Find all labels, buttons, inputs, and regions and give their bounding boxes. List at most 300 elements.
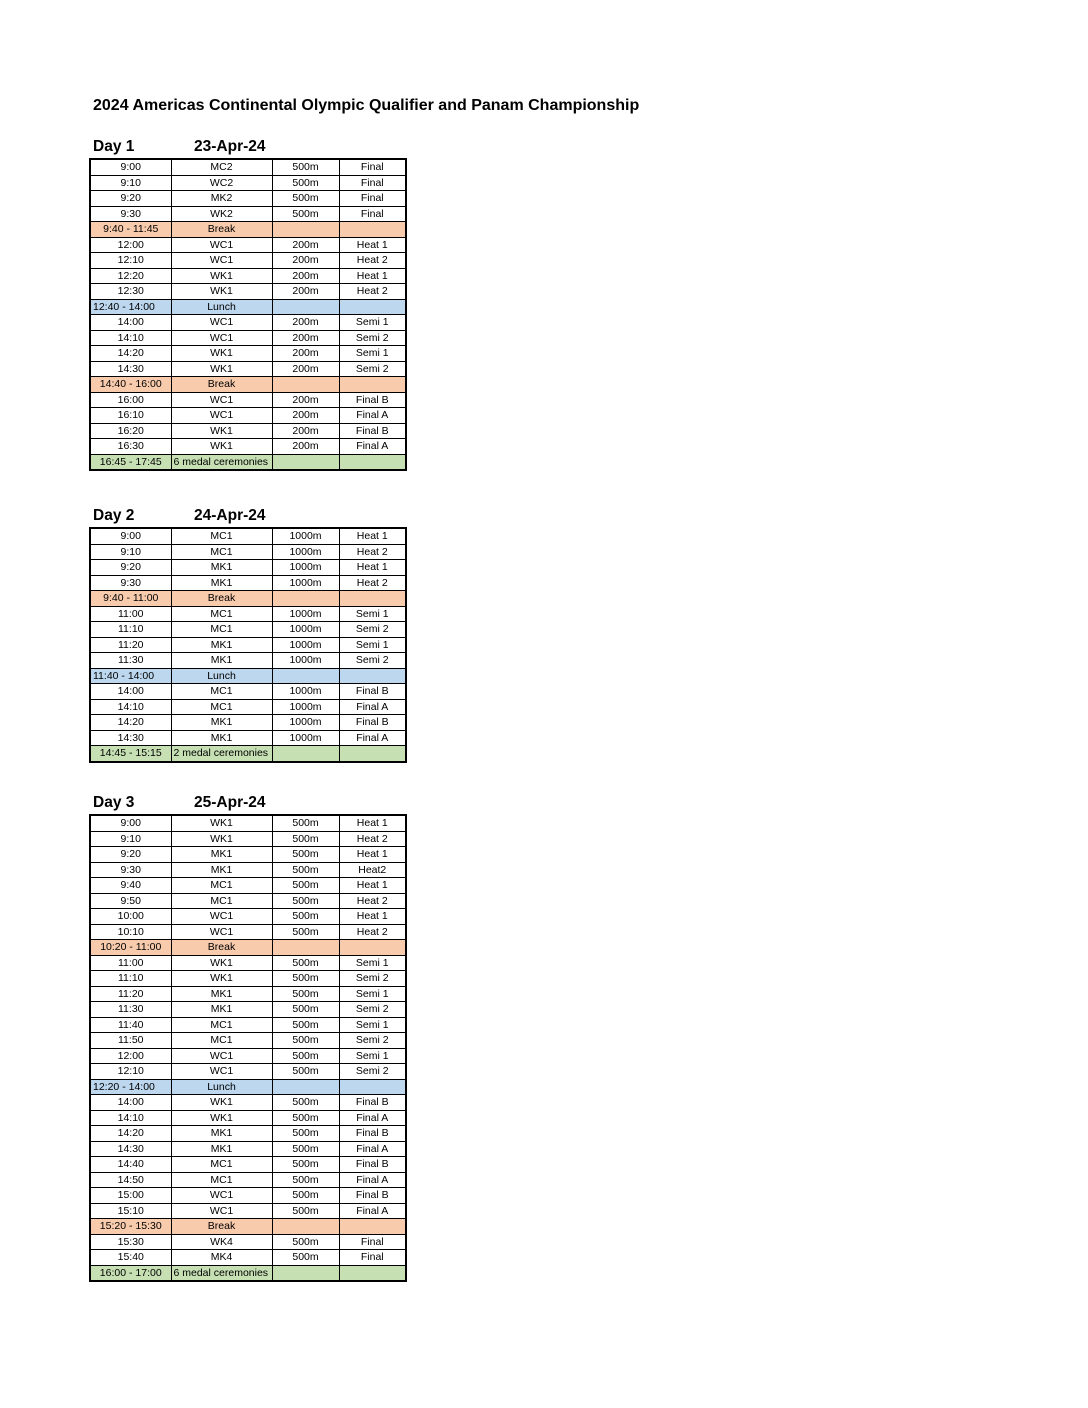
- schedule-row: [90, 1126, 406, 1142]
- distance-cell: [272, 1079, 339, 1095]
- round-cell: Heat 2: [339, 831, 406, 847]
- event-cell: WK2: [171, 206, 272, 222]
- distance-cell: 500m: [272, 1234, 339, 1250]
- round-cell: [339, 377, 406, 393]
- round-cell: Semi 2: [339, 330, 406, 346]
- round-cell: Semi 1: [339, 1017, 406, 1033]
- medal-row: [90, 1265, 406, 1281]
- round-cell: [339, 454, 406, 470]
- distance-cell: 200m: [272, 330, 339, 346]
- time-cell: 10:00: [90, 909, 171, 925]
- time-cell: 11:30: [90, 1002, 171, 1018]
- distance-cell: [272, 222, 339, 238]
- time-cell: 15:30: [90, 1234, 171, 1250]
- schedule-row: [90, 237, 406, 253]
- event-cell: WC1: [171, 253, 272, 269]
- schedule-row: [90, 971, 406, 987]
- event-cell: WK1: [171, 423, 272, 439]
- distance-cell: 1000m: [272, 653, 339, 669]
- schedule-row: [90, 206, 406, 222]
- day-1-schedule-table: [89, 158, 407, 471]
- distance-cell: 500m: [272, 971, 339, 987]
- break-row: [90, 940, 406, 956]
- event-cell: MC1: [171, 1172, 272, 1188]
- event-cell: MK1: [171, 1002, 272, 1018]
- event-cell: WK1: [171, 955, 272, 971]
- schedule-row: [90, 1141, 406, 1157]
- time-cell: 14:00: [90, 684, 171, 700]
- time-cell: 14:45 - 15:15: [90, 746, 171, 762]
- distance-cell: 500m: [272, 191, 339, 207]
- time-cell: 16:30: [90, 439, 171, 455]
- schedule-row: [90, 986, 406, 1002]
- time-cell: 11:40 - 14:00: [90, 668, 171, 684]
- schedule-row: [90, 284, 406, 300]
- time-cell: 15:20 - 15:30: [90, 1219, 171, 1235]
- distance-cell: [272, 746, 339, 762]
- time-cell: 9:10: [90, 175, 171, 191]
- schedule-row: [90, 1172, 406, 1188]
- round-cell: Final A: [339, 730, 406, 746]
- distance-cell: 500m: [272, 847, 339, 863]
- time-cell: 12:10: [90, 1064, 171, 1080]
- event-cell: MC1: [171, 544, 272, 560]
- event-cell: MC1: [171, 528, 272, 544]
- distance-cell: 500m: [272, 1048, 339, 1064]
- schedule-row: [90, 893, 406, 909]
- event-cell: MC1: [171, 1157, 272, 1173]
- time-cell: 12:40 - 14:00: [90, 299, 171, 315]
- distance-cell: 1000m: [272, 544, 339, 560]
- event-cell: WK1: [171, 346, 272, 362]
- schedule-row: [90, 544, 406, 560]
- round-cell: Final A: [339, 1141, 406, 1157]
- time-cell: 12:10: [90, 253, 171, 269]
- schedule-row: [90, 439, 406, 455]
- distance-cell: 500m: [272, 862, 339, 878]
- distance-cell: [272, 1265, 339, 1281]
- distance-cell: 500m: [272, 1157, 339, 1173]
- event-cell: MK1: [171, 847, 272, 863]
- distance-cell: 500m: [272, 1172, 339, 1188]
- time-cell: 9:20: [90, 847, 171, 863]
- event-cell: Break: [171, 222, 272, 238]
- distance-cell: 200m: [272, 237, 339, 253]
- round-cell: [339, 1219, 406, 1235]
- event-cell: MC2: [171, 159, 272, 175]
- event-cell: MK1: [171, 1141, 272, 1157]
- time-cell: 14:20: [90, 346, 171, 362]
- round-cell: Semi 2: [339, 1064, 406, 1080]
- time-cell: 9:10: [90, 544, 171, 560]
- time-cell: 9:40 - 11:45: [90, 222, 171, 238]
- distance-cell: 200m: [272, 392, 339, 408]
- event-cell: Lunch: [171, 668, 272, 684]
- distance-cell: 200m: [272, 315, 339, 331]
- time-cell: 9:00: [90, 815, 171, 831]
- schedule-row: [90, 528, 406, 544]
- round-cell: Final B: [339, 1188, 406, 1204]
- schedule-row: [90, 159, 406, 175]
- time-cell: 9:30: [90, 575, 171, 591]
- distance-cell: 200m: [272, 284, 339, 300]
- distance-cell: 1000m: [272, 575, 339, 591]
- round-cell: Heat2: [339, 862, 406, 878]
- schedule-row: [90, 924, 406, 940]
- lunch-row: [90, 668, 406, 684]
- time-cell: 9:10: [90, 831, 171, 847]
- round-cell: Final A: [339, 1110, 406, 1126]
- distance-cell: 500m: [272, 1203, 339, 1219]
- page-title: 2024 Americas Continental Olympic Qualifier and Panam Championship: [93, 97, 640, 114]
- event-cell: 6 medal ceremonies: [171, 1265, 272, 1281]
- round-cell: Semi 1: [339, 986, 406, 1002]
- schedule-row: [90, 346, 406, 362]
- time-cell: 16:10: [90, 408, 171, 424]
- round-cell: Final B: [339, 392, 406, 408]
- event-cell: WK1: [171, 284, 272, 300]
- time-cell: 9:00: [90, 528, 171, 544]
- event-cell: 6 medal ceremonies: [171, 454, 272, 470]
- event-cell: MC1: [171, 893, 272, 909]
- time-cell: 9:30: [90, 206, 171, 222]
- time-cell: 12:20: [90, 268, 171, 284]
- event-cell: WK1: [171, 815, 272, 831]
- day-label: Day 3: [93, 794, 135, 811]
- time-cell: 12:00: [90, 1048, 171, 1064]
- schedule-row: [90, 1250, 406, 1266]
- time-cell: 11:30: [90, 653, 171, 669]
- round-cell: Semi 2: [339, 1002, 406, 1018]
- distance-cell: [272, 454, 339, 470]
- event-cell: WC1: [171, 408, 272, 424]
- time-cell: 14:30: [90, 1141, 171, 1157]
- schedule-row: [90, 1095, 406, 1111]
- event-cell: 2 medal ceremonies: [171, 746, 272, 762]
- time-cell: 9:20: [90, 560, 171, 576]
- time-cell: 12:00: [90, 237, 171, 253]
- distance-cell: 200m: [272, 439, 339, 455]
- distance-cell: 1000m: [272, 528, 339, 544]
- round-cell: Final A: [339, 1203, 406, 1219]
- lunch-row: [90, 1079, 406, 1095]
- event-cell: WK1: [171, 439, 272, 455]
- schedule-row: [90, 1234, 406, 1250]
- round-cell: [339, 222, 406, 238]
- distance-cell: 1000m: [272, 684, 339, 700]
- round-cell: Final A: [339, 699, 406, 715]
- distance-cell: 200m: [272, 423, 339, 439]
- distance-cell: 200m: [272, 408, 339, 424]
- event-cell: MC1: [171, 622, 272, 638]
- round-cell: Final B: [339, 715, 406, 731]
- round-cell: Semi 1: [339, 637, 406, 653]
- round-cell: [339, 940, 406, 956]
- event-cell: WK1: [171, 1095, 272, 1111]
- distance-cell: 500m: [272, 1188, 339, 1204]
- schedule-row: [90, 392, 406, 408]
- event-cell: WK1: [171, 268, 272, 284]
- time-cell: 9:50: [90, 893, 171, 909]
- round-cell: Final A: [339, 439, 406, 455]
- distance-cell: 500m: [272, 1250, 339, 1266]
- time-cell: 14:10: [90, 330, 171, 346]
- time-cell: 15:00: [90, 1188, 171, 1204]
- schedule-row: [90, 909, 406, 925]
- schedule-row: [90, 1017, 406, 1033]
- event-cell: MK1: [171, 560, 272, 576]
- event-cell: MK1: [171, 1126, 272, 1142]
- schedule-row: [90, 831, 406, 847]
- time-cell: 11:10: [90, 622, 171, 638]
- round-cell: Semi 2: [339, 971, 406, 987]
- distance-cell: 200m: [272, 253, 339, 269]
- round-cell: Heat 1: [339, 528, 406, 544]
- schedule-row: [90, 699, 406, 715]
- event-cell: MK1: [171, 637, 272, 653]
- schedule-row: [90, 1064, 406, 1080]
- event-cell: WC1: [171, 909, 272, 925]
- distance-cell: 1000m: [272, 637, 339, 653]
- distance-cell: [272, 668, 339, 684]
- schedule-row: [90, 606, 406, 622]
- round-cell: Heat 2: [339, 924, 406, 940]
- day-label: Day 2: [93, 507, 135, 524]
- event-cell: WC1: [171, 1188, 272, 1204]
- distance-cell: 500m: [272, 831, 339, 847]
- distance-cell: 500m: [272, 1110, 339, 1126]
- event-cell: MK1: [171, 715, 272, 731]
- schedule-row: [90, 575, 406, 591]
- break-row: [90, 222, 406, 238]
- time-cell: 12:20 - 14:00: [90, 1079, 171, 1095]
- event-cell: Lunch: [171, 1079, 272, 1095]
- event-cell: MK2: [171, 191, 272, 207]
- round-cell: Final: [339, 175, 406, 191]
- schedule-row: [90, 1048, 406, 1064]
- distance-cell: 500m: [272, 159, 339, 175]
- event-cell: WK1: [171, 361, 272, 377]
- round-cell: Final A: [339, 408, 406, 424]
- event-cell: WC1: [171, 315, 272, 331]
- time-cell: 10:10: [90, 924, 171, 940]
- distance-cell: 1000m: [272, 715, 339, 731]
- round-cell: Final: [339, 1234, 406, 1250]
- schedule-row: [90, 268, 406, 284]
- event-cell: WC1: [171, 1048, 272, 1064]
- time-cell: 15:40: [90, 1250, 171, 1266]
- round-cell: Semi 1: [339, 346, 406, 362]
- event-cell: MK1: [171, 862, 272, 878]
- round-cell: Heat 1: [339, 560, 406, 576]
- event-cell: WC1: [171, 392, 272, 408]
- distance-cell: 1000m: [272, 606, 339, 622]
- event-cell: WC1: [171, 924, 272, 940]
- time-cell: 11:20: [90, 637, 171, 653]
- event-cell: MC1: [171, 606, 272, 622]
- schedule-row: [90, 191, 406, 207]
- round-cell: [339, 668, 406, 684]
- day-2-schedule-table: [89, 527, 407, 763]
- round-cell: Heat 1: [339, 237, 406, 253]
- distance-cell: [272, 940, 339, 956]
- round-cell: Semi 2: [339, 653, 406, 669]
- round-cell: Final B: [339, 423, 406, 439]
- event-cell: MK1: [171, 986, 272, 1002]
- distance-cell: 500m: [272, 1064, 339, 1080]
- event-cell: WC1: [171, 1203, 272, 1219]
- distance-cell: 500m: [272, 1002, 339, 1018]
- schedule-row: [90, 423, 406, 439]
- schedule-row: [90, 330, 406, 346]
- schedule-row: [90, 684, 406, 700]
- schedule-row: [90, 1188, 406, 1204]
- round-cell: Semi 2: [339, 622, 406, 638]
- time-cell: 14:10: [90, 1110, 171, 1126]
- event-cell: MK1: [171, 653, 272, 669]
- schedule-row: [90, 253, 406, 269]
- round-cell: Final: [339, 1250, 406, 1266]
- event-cell: Break: [171, 1219, 272, 1235]
- round-cell: Heat 2: [339, 544, 406, 560]
- time-cell: 16:00: [90, 392, 171, 408]
- schedule-row: [90, 175, 406, 191]
- time-cell: 15:10: [90, 1203, 171, 1219]
- distance-cell: [272, 377, 339, 393]
- schedule-row: [90, 847, 406, 863]
- event-cell: MC1: [171, 699, 272, 715]
- event-cell: WC2: [171, 175, 272, 191]
- schedule-row: [90, 1203, 406, 1219]
- distance-cell: 500m: [272, 1126, 339, 1142]
- medal-row: [90, 746, 406, 762]
- day-label: Day 1: [93, 138, 135, 155]
- distance-cell: 500m: [272, 924, 339, 940]
- time-cell: 11:50: [90, 1033, 171, 1049]
- break-row: [90, 377, 406, 393]
- round-cell: Final B: [339, 1126, 406, 1142]
- time-cell: 16:20: [90, 423, 171, 439]
- round-cell: Heat 1: [339, 878, 406, 894]
- event-cell: MK4: [171, 1250, 272, 1266]
- medal-row: [90, 454, 406, 470]
- time-cell: 10:20 - 11:00: [90, 940, 171, 956]
- round-cell: Final B: [339, 1157, 406, 1173]
- round-cell: Heat 1: [339, 815, 406, 831]
- schedule-row: [90, 730, 406, 746]
- distance-cell: 1000m: [272, 730, 339, 746]
- schedule-row: [90, 361, 406, 377]
- time-cell: 11:00: [90, 955, 171, 971]
- round-cell: [339, 746, 406, 762]
- round-cell: Heat 1: [339, 268, 406, 284]
- schedule-row: [90, 622, 406, 638]
- schedule-row: [90, 1002, 406, 1018]
- schedule-row: [90, 715, 406, 731]
- round-cell: Semi 1: [339, 955, 406, 971]
- schedule-row: [90, 1110, 406, 1126]
- distance-cell: 500m: [272, 175, 339, 191]
- round-cell: Heat 2: [339, 284, 406, 300]
- time-cell: 9:40 - 11:00: [90, 591, 171, 607]
- time-cell: 14:00: [90, 315, 171, 331]
- break-row: [90, 1219, 406, 1235]
- event-cell: MC1: [171, 684, 272, 700]
- time-cell: 12:30: [90, 284, 171, 300]
- time-cell: 14:40 - 16:00: [90, 377, 171, 393]
- distance-cell: 500m: [272, 893, 339, 909]
- event-cell: WC1: [171, 330, 272, 346]
- event-cell: WK1: [171, 831, 272, 847]
- distance-cell: 500m: [272, 1095, 339, 1111]
- distance-cell: 500m: [272, 955, 339, 971]
- time-cell: 14:30: [90, 361, 171, 377]
- event-cell: WC1: [171, 1064, 272, 1080]
- distance-cell: 200m: [272, 346, 339, 362]
- schedule-row: [90, 815, 406, 831]
- event-cell: Break: [171, 377, 272, 393]
- schedule-row: [90, 878, 406, 894]
- round-cell: Final B: [339, 684, 406, 700]
- time-cell: 16:00 - 17:00: [90, 1265, 171, 1281]
- round-cell: Semi 2: [339, 1033, 406, 1049]
- time-cell: 9:00: [90, 159, 171, 175]
- time-cell: 14:10: [90, 699, 171, 715]
- round-cell: Semi 2: [339, 361, 406, 377]
- time-cell: 11:40: [90, 1017, 171, 1033]
- round-cell: Heat 1: [339, 847, 406, 863]
- distance-cell: [272, 299, 339, 315]
- round-cell: Heat 2: [339, 253, 406, 269]
- event-cell: WK1: [171, 1110, 272, 1126]
- distance-cell: 500m: [272, 878, 339, 894]
- schedule-row: [90, 637, 406, 653]
- lunch-row: [90, 299, 406, 315]
- break-row: [90, 591, 406, 607]
- event-cell: MC1: [171, 878, 272, 894]
- round-cell: [339, 591, 406, 607]
- round-cell: Final: [339, 191, 406, 207]
- day-date: 23-Apr-24: [194, 138, 266, 155]
- distance-cell: 200m: [272, 268, 339, 284]
- schedule-row: [90, 315, 406, 331]
- distance-cell: 500m: [272, 909, 339, 925]
- time-cell: 9:40: [90, 878, 171, 894]
- distance-cell: 500m: [272, 1141, 339, 1157]
- round-cell: Final B: [339, 1095, 406, 1111]
- distance-cell: [272, 1219, 339, 1235]
- event-cell: WK1: [171, 971, 272, 987]
- day-date: 25-Apr-24: [194, 794, 266, 811]
- time-cell: 14:20: [90, 715, 171, 731]
- time-cell: 14:40: [90, 1157, 171, 1173]
- schedule-row: [90, 560, 406, 576]
- event-cell: MK1: [171, 730, 272, 746]
- round-cell: Semi 1: [339, 315, 406, 331]
- time-cell: 11:00: [90, 606, 171, 622]
- day-date: 24-Apr-24: [194, 507, 266, 524]
- schedule-row: [90, 1157, 406, 1173]
- time-cell: 11:10: [90, 971, 171, 987]
- distance-cell: 500m: [272, 1017, 339, 1033]
- round-cell: Semi 1: [339, 606, 406, 622]
- round-cell: Heat 1: [339, 909, 406, 925]
- round-cell: [339, 299, 406, 315]
- distance-cell: 500m: [272, 815, 339, 831]
- schedule-row: [90, 408, 406, 424]
- day-3-schedule-table: [89, 814, 407, 1282]
- distance-cell: 1000m: [272, 560, 339, 576]
